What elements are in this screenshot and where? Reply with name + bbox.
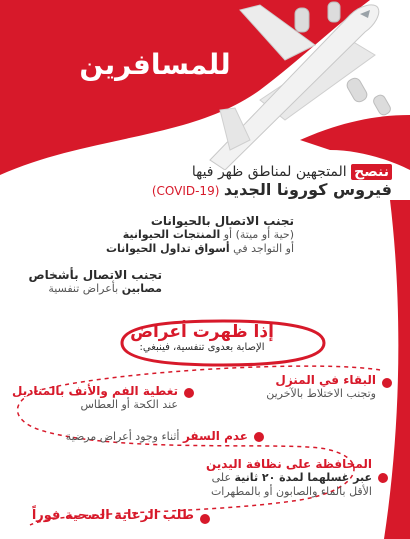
animals-heading: تجنب الاتصال بالحيوانات [150, 214, 294, 228]
bullet-dot [382, 378, 392, 388]
animals-line2-light: أو التواجد في [233, 242, 294, 255]
people-heading: تجنب الاتصال بأشخاص [28, 268, 162, 282]
covid-tag: (COVID-19) [151, 184, 220, 198]
action-text: عند الكحة أو العطاس [80, 398, 178, 411]
action-item-stay-home [236, 373, 376, 401]
symptoms-title: إذا ظهرت أعراض [130, 322, 274, 342]
people-line-light: بأعراض تنفسية [48, 282, 119, 295]
action-heading: المحافظة على نظافة اليدين [205, 457, 372, 471]
intro-line1: المتجهين لمناطق ظهر فيها [191, 164, 347, 180]
action-text: الأقل بالماء والصابون أو بالمطهرات [210, 485, 372, 498]
animals-line1-bold: المنتجات الحيوانية [122, 228, 221, 241]
intro-boxed-word: ننصح [351, 164, 392, 180]
action-text-light: على [211, 471, 232, 484]
action-item-no-travel [18, 429, 248, 444]
bullet-dot [254, 432, 264, 442]
action-text: أثناء وجود أعراض مرضية [65, 430, 180, 443]
action-heading: البقاء في المنزل [275, 373, 376, 387]
animals-section [34, 214, 294, 256]
animals-line2-bold: أسواق تداول الحيوانات [105, 242, 230, 255]
action-item-seek-care [14, 509, 194, 523]
people-section [22, 268, 162, 296]
action-text: وتجنب الاختلاط بالآخرين [266, 387, 376, 400]
intro-text [20, 163, 392, 200]
bullet-dot [378, 473, 388, 483]
intro-line2: فيروس كورونا الجديد [223, 180, 392, 199]
poster-title: للمسافرين [79, 48, 231, 81]
airplane-icon [200, 0, 410, 170]
action-heading: عدم السفر [182, 429, 248, 443]
animals-line1-light: (حية أو ميتة) أو [223, 228, 294, 241]
action-heading: تغطية الفم والأنف بالمناديل [12, 384, 178, 398]
action-heading: طلب الرعاية الصحية فوراً [31, 508, 194, 523]
action-item-hand-hygiene [132, 457, 372, 499]
symptoms-subtitle: الإصابة بعدوى تنفسية، فينبغي: [139, 342, 265, 353]
people-line-bold: مصابين [121, 282, 162, 295]
action-item-cover-mouth [8, 384, 178, 412]
symptoms-block [104, 322, 300, 353]
action-text-bold: عبر غسلهما لمدة ٢٠ ثانية [234, 471, 372, 484]
bullet-dot [200, 514, 210, 524]
bullet-dot [184, 388, 194, 398]
